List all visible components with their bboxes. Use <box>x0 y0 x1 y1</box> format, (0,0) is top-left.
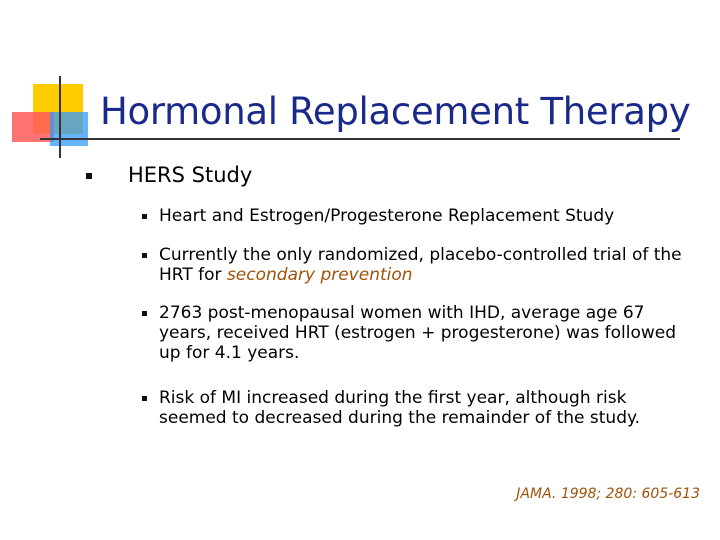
bullet-square-icon <box>142 253 147 258</box>
citation: JAMA. 1998; 280: 605-613 <box>516 486 700 502</box>
slide-title: Hormonal Replacement Therapy <box>100 90 691 133</box>
bullet-square-icon <box>86 173 92 179</box>
bullet-square-icon <box>142 311 147 316</box>
logo-vertical-line <box>59 76 61 158</box>
logo-blue-square <box>50 112 88 146</box>
main-bullet-text: HERS Study <box>128 163 253 187</box>
sub-bullet-1: Heart and Estrogen/Progesterone Replacement Study <box>159 206 615 226</box>
sub-bullet-2-text: Currently the only randomized, placebo-controlled trial of the HRT for <box>159 245 682 285</box>
sub-bullet-2 <box>159 245 709 285</box>
bullet-square-icon <box>142 214 147 219</box>
sub-bullet-3: 2763 post-menopausal women with IHD, average age 67 years, received HRT (estrogen + progesterone) was followed up for 4.1 years. <box>159 303 677 363</box>
bullet-square-icon <box>142 396 147 401</box>
title-underline <box>40 138 680 140</box>
sub-bullet-4: Risk of MI increased during the first year, although risk seemed to decreased during the remainder of the study. <box>159 388 641 428</box>
sub-bullet-2-emphasis: secondary prevention <box>226 265 413 285</box>
